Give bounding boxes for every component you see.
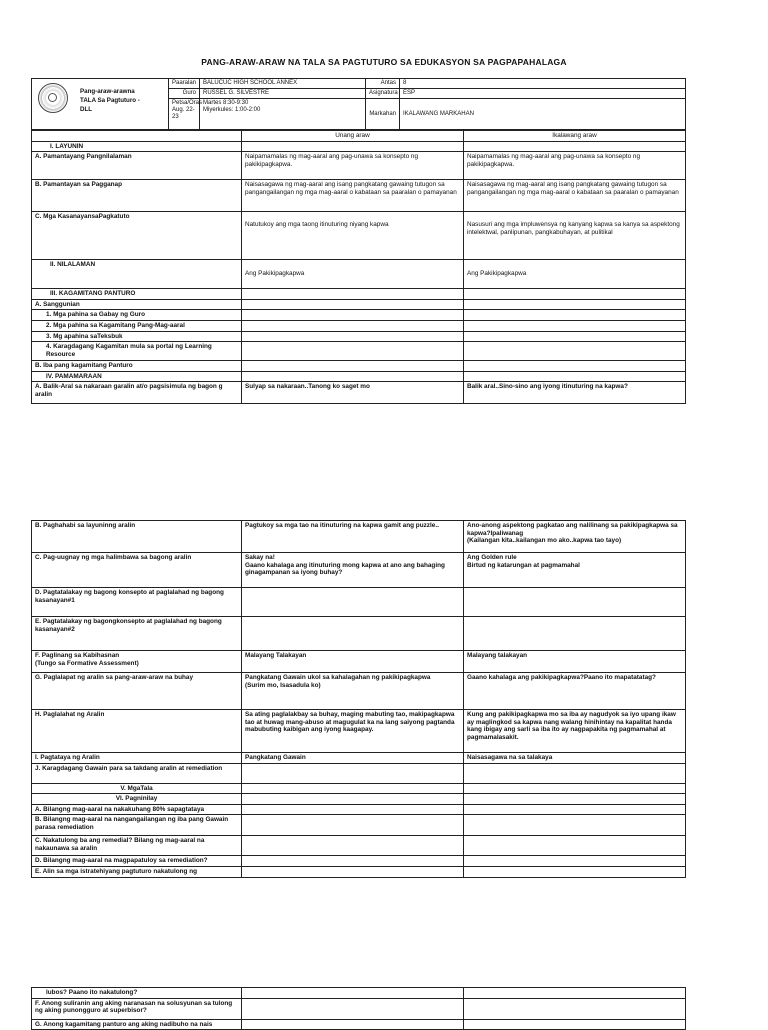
pagtataya-day2: Naisasagawa na sa talakaya xyxy=(464,753,686,764)
row-pagtatalakay-2: E. Pagtatalakay ng bagongkonsepto at paglalahad ng bagong kasanayan#2 xyxy=(32,617,242,651)
guro-value: RUSSEL G. SILVESTRE xyxy=(200,89,366,99)
row-a-day2: Naipamamalas ng mag-aaral ang pag-unawa sa konsepto ng pakikipagkapwa. xyxy=(464,152,686,180)
paghahabi-day1: Pagtukoy sa mga tao na itinuturing na kapwa gamit ang puzzle.. xyxy=(242,521,464,553)
markahan-label: Markahan xyxy=(366,99,400,130)
guro-label: Guro xyxy=(169,89,200,99)
header-empty xyxy=(32,131,242,142)
lesson-table-part3 xyxy=(31,987,686,1030)
paaralan-label: Paaralan xyxy=(169,79,200,89)
row-label-c: C. Mga KasanayansaPagkatuto xyxy=(32,212,242,260)
antas-label: Antas xyxy=(366,79,400,89)
paglalapat-day1: Pangkatang Gawain ukol sa kahalagahan ng pakikipagkapwa (Surim mo, Isasadula ko) xyxy=(242,673,464,710)
section-layunin: I. LAYUNIN xyxy=(32,141,242,152)
row-a-day1: Naipamamalas ng mag-aaral ang pag-unawa sa konsepto ng pakikipagkapwa. xyxy=(242,152,464,180)
row-pagtataya: I. Pagtataya ng Aralin xyxy=(32,753,242,764)
document-title: PANG-ARAW-ARAW NA TALA SA PAGTUTURO SA EDUKASYON SA PAGPAPAHALAGA xyxy=(201,57,567,67)
row-reflection-e-cont: lubos? Paano ito nakatulong? xyxy=(32,988,242,999)
row-reflection-c: C. Nakatulong ba ang remedial? Bilang ng mag-aaral na nakaunawa sa aralin xyxy=(32,836,242,856)
section-pagninilay: VI. Pagninilay xyxy=(32,794,242,805)
paglalahat-day2: Kung ang pakikipagkapwa mo sa iba ay nagudyok sa iyo upang ikaw ay maglingkod sa kapwa nang walang hinihintay na kapalitat handa kang ibigay ang sarli sa iba ito ay nagpapakita ng pagmamahal at pagmamalasakit. xyxy=(464,710,686,753)
row-paguugnay: C. Pag-uugnay ng mga halimbawa sa bagong aralin xyxy=(32,553,242,588)
row-s3: 3. Mg apahina saTeksbuk xyxy=(32,331,242,342)
paaralan-value: BALUCUC HIGH SCHOOL ANNEX xyxy=(200,79,366,89)
section-mgatala: V. MgaTala xyxy=(32,783,242,794)
asignatura-label: Asignatura xyxy=(366,89,400,99)
row-c-day2: Nasusuri ang mga impluwensya ng kanyang kapwa sa kanya sa aspektong intelektwal, panlipunan, pangkabuhayan, at pulitikal xyxy=(464,212,686,260)
row-s2: 2. Mga pahina sa Kagamitang Pang-Mag-aaral xyxy=(32,320,242,331)
paghahabi-day2: Ano-anong aspektong pagkatao ang nalilinang sa pakikipagkapwa sa kapwa?Ipaliwanag (Kailangan kita..kailangan mo ako..kapwa tao tayo) xyxy=(464,521,686,553)
antas-value: 8 xyxy=(400,79,686,89)
paguugnay-day2: Ang Golden rule Birtud ng katarungan at pagmamahal xyxy=(464,553,686,588)
row-karagdagang: J. Karagdagang Gawain para sa takdang aralin at remediation xyxy=(32,763,242,783)
balik-aral-day1: Sulyap sa nakaraan..Tanong ko saget mo xyxy=(242,382,464,404)
balik-aral-day2: Balik aral..Sino-sino ang iyong itinuturing na kapwa? xyxy=(464,382,686,404)
paguugnay-day1: Sakay na! Gaano kahalaga ang itinuturing mong kapwa at ano ang bahaging ginagampanan sa iyong buhay? xyxy=(242,553,464,588)
row-s1: 1. Mga pahina sa Gabay ng Guro xyxy=(32,310,242,321)
row-reflection-e: E. Alin sa mga istratehiyang pagtuturo nakatulong ng xyxy=(32,866,242,877)
row-reflection-g: G. Anong kagamitang panturo ang aking nadibuho na nais xyxy=(32,1019,242,1030)
row-reflection-d: D. Bilangng mag-aaral na magpapatuloy sa remediation? xyxy=(32,856,242,867)
row-label-b: B. Pamantayan sa Pagganap xyxy=(32,180,242,212)
header-table xyxy=(31,78,686,130)
row-b-day2: Naisasagawa ng mag-aaral ang isang pangkatang gawaing tutugon sa pangangailangan ng mga mag-aaral o kabataan sa paaralan o pamayanan xyxy=(464,180,686,212)
row-pagtatalakay-1: D. Pagtatalakay ng bagong konsepto at paglalahad ng bagong kasanayan#1 xyxy=(32,588,242,617)
section-nilalaman: II. NILALAMAN xyxy=(32,260,242,289)
column-day2: Ikalawang araw xyxy=(464,131,686,142)
lesson-table-part2 xyxy=(31,520,686,878)
row-label-a: A. Pamantayang Pangnilalaman xyxy=(32,152,242,180)
row-reflection-b: B. Bilangng mag-aaral na nangangailangan ng iba pang Gawain parasa remediation xyxy=(32,815,242,836)
lesson-table-part1 xyxy=(31,130,686,404)
paglinang-day2: Malayang talakayan xyxy=(464,651,686,673)
pagtataya-day1: Pangkatang Gawain xyxy=(242,753,464,764)
asignatura-value: ESP xyxy=(400,89,686,99)
column-day1: Unang araw xyxy=(242,131,464,142)
nilalaman-day2: Ang Pakikipagkapwa xyxy=(464,260,686,289)
row-sanggunian: A. Sanggunian xyxy=(32,299,242,310)
markahan-value: IKALAWANG MARKAHAN xyxy=(400,99,686,130)
nilalaman-day1: Ang Pakikipagkapwa xyxy=(242,260,464,289)
row-paglinang: F. Paglinang sa Kabihasnan (Tungo sa Formative Assessment) xyxy=(32,651,242,673)
dll-label: Pang-araw-arawna TALA Sa Pagtuturo - DLL xyxy=(80,88,140,113)
row-b-day1: Naisasagawa ng mag-aaral ang isang pangkatang gawaing tutugon sa pangangailangan ng mga mag-aaral o kabataan sa paaralan o pamayanan xyxy=(242,180,464,212)
paglalapat-day2: Gaano kahalaga ang pakikipagkapwa?Paano ito mapatatatag? xyxy=(464,673,686,710)
row-balik-aral: A. Balik-Aral sa nakaraan garalin at/o pagsisimula ng bagon g aralin xyxy=(32,382,242,404)
section-kagamitan: III. KAGAMITANG PANTURO xyxy=(32,289,242,300)
row-paglalahat: H. Paglalahat ng Aralin xyxy=(32,710,242,753)
deped-seal-icon xyxy=(38,83,68,113)
row-reflection-f: F. Anong suliranin ang aking naranasan na solusyunan sa tulong ng aking punongguro at superbisor? xyxy=(32,998,242,1019)
petsa-value: Martes 8:30-9:30 Miyerkules: 1:00-2:00 xyxy=(200,99,366,130)
row-iba: B. Iba pang kagamitang Panturo xyxy=(32,361,242,372)
section-pamamaraan: IV. PAMAMARAAN xyxy=(32,371,242,382)
petsa-label: Petsa/Oras Aug. 22-23 xyxy=(169,99,200,130)
row-paglalapat: G. Paglalapat ng aralin sa pang-araw-araw na buhay xyxy=(32,673,242,710)
row-reflection-a: A. Bilangng mag-aaral na nakakuhang 80% sapagtataya xyxy=(32,804,242,815)
row-paghahabi: B. Paghahabi sa layuninng aralin xyxy=(32,521,242,553)
paglalahat-day1: Sa ating paglalakbay sa buhay, maging mabuting tao, makipagkapwa tao at huwag mang-abuso at magugulat ka na lang saiyong pagtanda mabubuting kaibigan ang iyong kaagapay. xyxy=(242,710,464,753)
row-s4: 4. Karagdagang Kagamitan mula sa portal ng Learning Resource xyxy=(32,342,242,361)
school-logo-cell xyxy=(32,79,169,130)
paglinang-day1: Malayang Talakayan xyxy=(242,651,464,673)
row-c-day1: Natutukoy ang mga taong itinuturing niyang kapwa xyxy=(242,212,464,260)
